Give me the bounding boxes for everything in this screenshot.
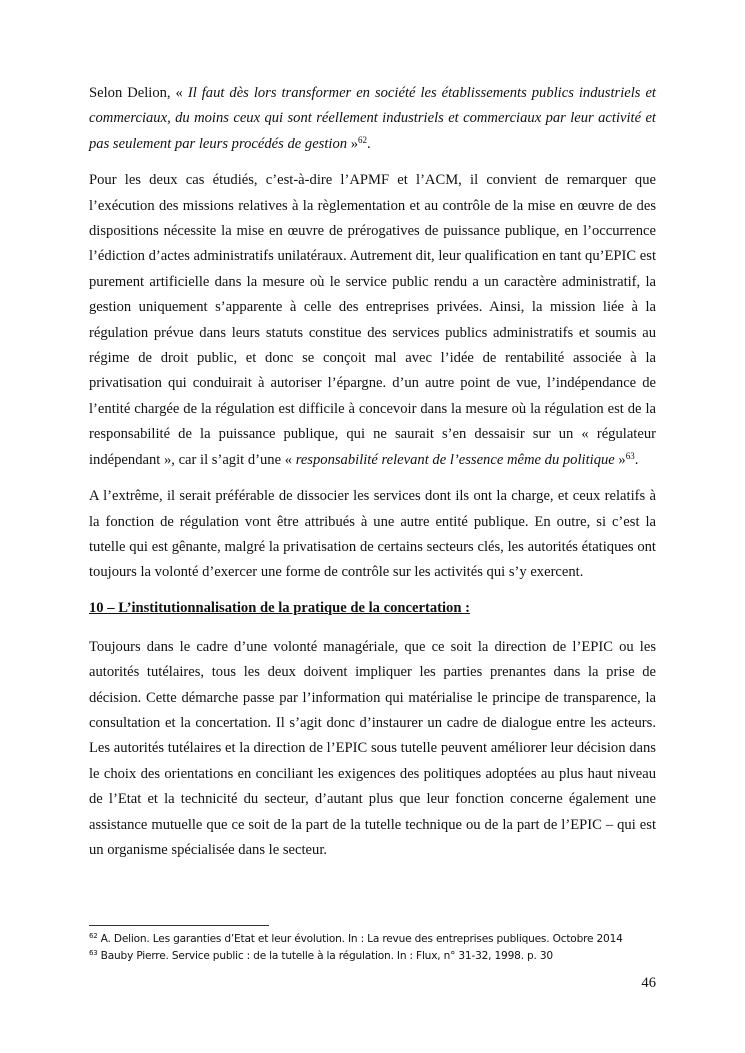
quote-close: »: [614, 451, 626, 468]
footnote-number: 62: [89, 932, 98, 940]
paragraph-concertation: Toujours dans le cadre d’une volonté managériale, que ce soit la direction de l’EPIC ou les autorités tutélaires, tous les deux doivent impliquer les parties prenantes dans la prise de décision. Cette démarche passe par l’information qui matérialise le principe de transparence, la consultation et la concertation. Il s’agit donc d’instaurer un cadre de dialogue entre les acteurs. Les autorités tutélaires et la direction de l’EPIC sous tutelle peuvent améliorer leur décision dans le choix des orientations en conciliant les exigences des politiques adoptées au plus haut niveau de l’Etat et la technicité du secteur, d’autant plus que leur fonction concerne également une assistance mutuelle que ce soit de la part de la tutelle technique ou de la part de l’EPIC – qui est un organisme spécialisée dans le secteur.: [89, 638, 656, 858]
paragraph-tail: .: [634, 451, 639, 468]
paragraph-text: Pour les deux cas étudiés, c’est-à-dire l’APMF et l’ACM, il convient de remarquer que l’exécution des missions relatives à la règlementation et au contrôle de la mise en œuvre de des dispositions nécessite la mise en œuvre de prérogatives de puissance publique, en l’occurrence l’édiction d’actes administratifs unilatéraux. Autrement dit, leur qualification en tant qu’EPIC est purement artificielle dans la mesure où le service public rendu a un caractère administratif, la gestion uniquement s’apparente à celle des entreprises privées. Ainsi, la mission liée à la régulation prévue dans leurs statuts constitue des services publics administratifs et soumis au régime de droit public, et donc se conçoit mal avec l’idée de rentabilité associée à la privatisation qui conduirait à autoriser l’épargne. d’un autre point de vue, l’indépendance de l’entité chargée de la régulation est difficile à concevoir dans la mesure où la régulation est de la responsabilité de la puissance publique, qui ne saurait s’en dessaisir sur un « régulateur indépendant », car il s’agit d’une «: [89, 172, 656, 468]
quoted-text: Il faut dès lors transformer en société les établissements publics industriels et commerciaux, du moins ceux qui sont réellement industriels et commerciaux par leur activité et pas seulement par leurs procédés de gestion: [89, 85, 656, 152]
quote-close: »: [347, 135, 359, 152]
footnotes: [89, 931, 689, 965]
paragraph-extreme: A l’extrême, il serait préférable de dissocier les services dont ils ont la charge, et ceux relatifs à la fonction de régulation vont être attribués à une autre entité publique. En outre, si c’est la tutelle qui est gênante, malgré la privatisation de certains secteurs clés, les autorités étatiques ont toujours la volonté d’exercer une forme de contrôle sur les activités qui s’y exercent.: [89, 488, 656, 581]
footnote-text: Bauby Pierre. Service public : de la tutelle à la régulation. In : Flux, n° 31-32, 1998. p. 30: [97, 950, 553, 962]
footnote-62: [89, 931, 689, 948]
page-number: 46: [641, 975, 656, 991]
footnote-ref-62[interactable]: 62: [358, 134, 368, 145]
section-heading: 10 – L’institutionnalisation de la pratique de la concertation :: [89, 599, 470, 616]
body-text: [89, 81, 656, 874]
paragraph-tail: .: [367, 135, 371, 152]
footnote-63: [89, 948, 689, 965]
paragraph-apmf-acm: [89, 168, 656, 473]
footnote-text: A. Delion. Les garanties d’Etat et leur évolution. In : La revue des entreprises publiques. Octobre 2014: [97, 933, 623, 945]
paragraph-delion-quote: [89, 81, 656, 157]
footnote-ref-63[interactable]: 63: [625, 450, 635, 461]
footnote-number: 63: [89, 949, 98, 957]
paragraph-lead: Selon Delion, «: [89, 85, 188, 101]
footnote-separator: [89, 925, 269, 926]
quoted-text: responsabilité relevant de l’essence même du politique: [295, 451, 615, 468]
